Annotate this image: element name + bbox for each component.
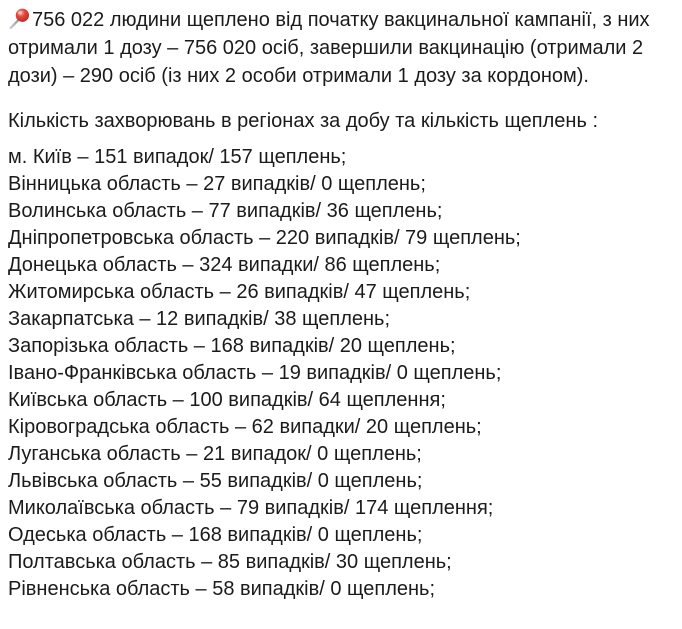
region-stat-line-mykolaivska: Миколаївська область – 79 випадків/ 174 щеплення; — [8, 497, 494, 519]
region-stat-line-kirovohradska: Кіровоградська область – 62 випадки/ 20 щеплень; — [8, 416, 482, 438]
region-stat-line-poltavska: Полтавська область – 85 випадків/ 30 щеплень; — [8, 551, 452, 573]
region-stat-line-zaporizka: Запорізька область – 168 випадків/ 20 щеплень; — [8, 335, 456, 357]
region-stats-list — [8, 144, 678, 603]
pushpin-icon — [8, 6, 31, 34]
region-stat-line-zhytomyrska: Житомирська область – 26 випадків/ 47 щеплень; — [8, 281, 471, 303]
region-stat-line-volynska: Волинська область – 77 випадків/ 36 щеплень; — [8, 200, 443, 222]
region-stat-line-vinnytska: Вінницька область – 27 випадків/ 0 щеплень; — [8, 173, 426, 195]
region-stat-line-kyiv-city: м. Київ – 151 випадок/ 157 щеплень; — [8, 146, 347, 168]
region-stat-line-lvivska: Львівська область – 55 випадків/ 0 щеплень; — [8, 470, 423, 492]
list-header: Кількість захворювань в регіонах за добу та кількість щеплень : — [8, 110, 599, 132]
intro-text: 756 022 людини щеплено від початку вакцинальної кампанії, з них отримали 1 дозу – 756 020 осіб, завершили вакцинацію (отримали 2 дози) – 290 осіб (із них 2 особи отримали 1 дозу за кордоном). — [8, 9, 650, 87]
region-stat-line-odeska: Одеська область – 168 випадків/ 0 щеплень; — [8, 524, 423, 546]
region-stat-line-dnipropetrovska: Дніпропетровська область – 220 випадків/ 79 щеплень; — [8, 227, 521, 249]
region-stat-line-rivnenska: Рівненська область – 58 випадків/ 0 щеплень; — [8, 578, 436, 600]
region-stat-line-zakarpatska: Закарпатська – 12 випадків/ 38 щеплень; — [8, 308, 391, 330]
region-stat-line-kyivska: Київська область – 100 випадків/ 64 щеплення; — [8, 389, 446, 411]
region-stat-line-donetska: Донецька область – 324 випадки/ 86 щеплень; — [8, 254, 441, 276]
region-stat-line-luhanska: Луганська область – 21 випадок/ 0 щеплень; — [8, 443, 422, 465]
intro-paragraph — [8, 6, 678, 90]
region-stat-line-ivano-frankivska: Івано-Франківська область – 19 випадків/ 0 щеплень; — [8, 362, 502, 384]
